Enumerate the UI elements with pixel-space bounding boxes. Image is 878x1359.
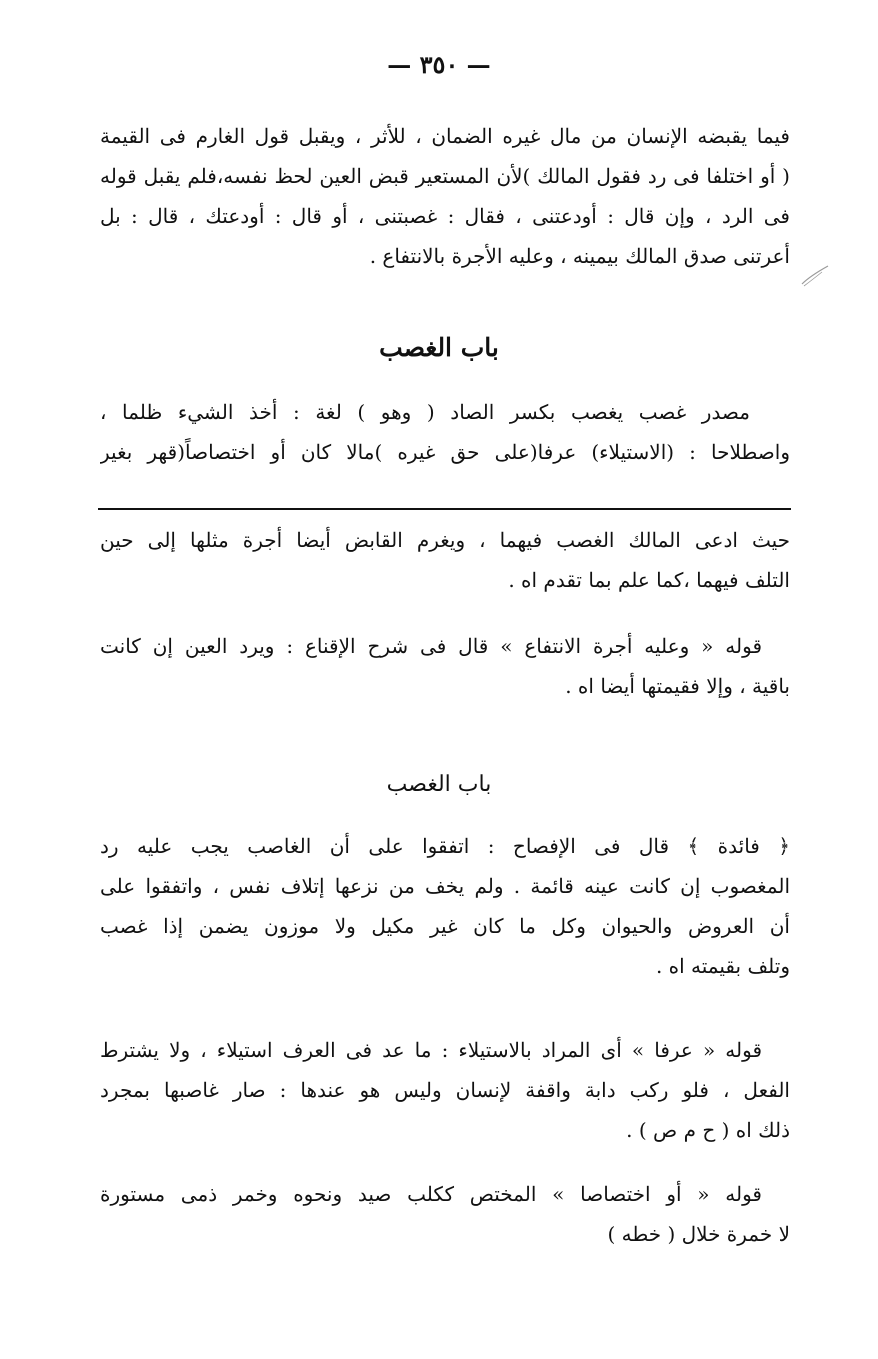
page-number: — ٣٥٠ —	[387, 50, 491, 79]
commentary-paragraph-3	[100, 826, 790, 986]
text-line: ذلك اه ( ح م ص ) .	[626, 1118, 790, 1142]
text-line: واصطلاحا : (الاستيلاء) عرفا(على حق غيره )مالا كان أو اختصاصاً(قهر بغير	[100, 440, 790, 464]
footnote-divider	[98, 508, 791, 510]
text-line: مصدر غصب يغصب بكسر الصاد ( وهو ) لغة : أخذ الشيء ظلما ،	[100, 400, 750, 424]
section-heading-main: باب الغصب	[379, 333, 499, 362]
text-line: الفعل ، فلو ركب دابة واقفة لإنسان وليس هو عندها : صار غاصبها بمجرد	[100, 1078, 790, 1102]
text-line: التلف فيهما ،كما علم بما تقدم اه .	[508, 568, 790, 592]
text-line: حيث ادعى المالك الغصب فيهما ، ويغرم القابض أيضا أجرة مثلها إلى حين	[100, 528, 790, 552]
main-paragraph-1	[100, 116, 790, 276]
main-paragraph-2	[100, 392, 790, 472]
pencil-mark-icon	[800, 262, 830, 288]
commentary-paragraph-2	[100, 626, 790, 706]
text-line: أعرتنى صدق المالك بيمينه ، وعليه الأجرة بالانتفاع .	[369, 244, 790, 268]
section-heading-commentary: باب الغصب	[386, 772, 492, 797]
text-line: فيما يقبضه الإنسان من مال غيره الضمان ، للأثر ، ويقبل قول الغارم فى القيمة	[100, 124, 790, 148]
text-line: أن العروض والحيوان وكل ما كان غير مكيل ولا موزون يضمن إذا غصب	[100, 914, 790, 938]
text-line: ( أو اختلفا فى رد فقول المالك )لأن المستعير قبض العين لحظ نفسه،فلم يقبل قوله	[100, 164, 790, 188]
text-line: لا خمرة خلال ( خطه )	[607, 1222, 790, 1246]
text-line: قوله « أو اختصاصا » المختص ككلب صيد ونحوه وخمر ذمى مستورة	[100, 1182, 762, 1206]
text-line: وتلف بقيمته اه .	[655, 954, 790, 978]
text-line: قوله « عرفا » أى المراد بالاستيلاء : ما عد فى العرف استيلاء ، ولا يشترط	[100, 1038, 762, 1062]
text-line: قوله « وعليه أجرة الانتفاع » قال فى شرح الإقناع : ويرد العين إن كانت	[100, 634, 762, 658]
text-line: المغصوب إن كانت عينه قائمة . ولم يخف من نزعها إتلاف نفس ، واتفقوا على	[100, 874, 790, 898]
text-line: ﴿ فائدة ﴾ قال فى الإفصاح : اتفقوا على أن الغاصب يجب عليه رد	[100, 834, 790, 858]
commentary-paragraph-1	[100, 520, 790, 600]
commentary-paragraph-5	[100, 1174, 790, 1254]
text-line: فى الرد ، وإن قال : أودعتنى ، فقال : غصبتنى ، أو قال : أودعتك ، قال : بل	[100, 204, 790, 228]
commentary-paragraph-4	[100, 1030, 790, 1150]
text-line: باقية ، وإلا فقيمتها أيضا اه .	[565, 674, 790, 698]
